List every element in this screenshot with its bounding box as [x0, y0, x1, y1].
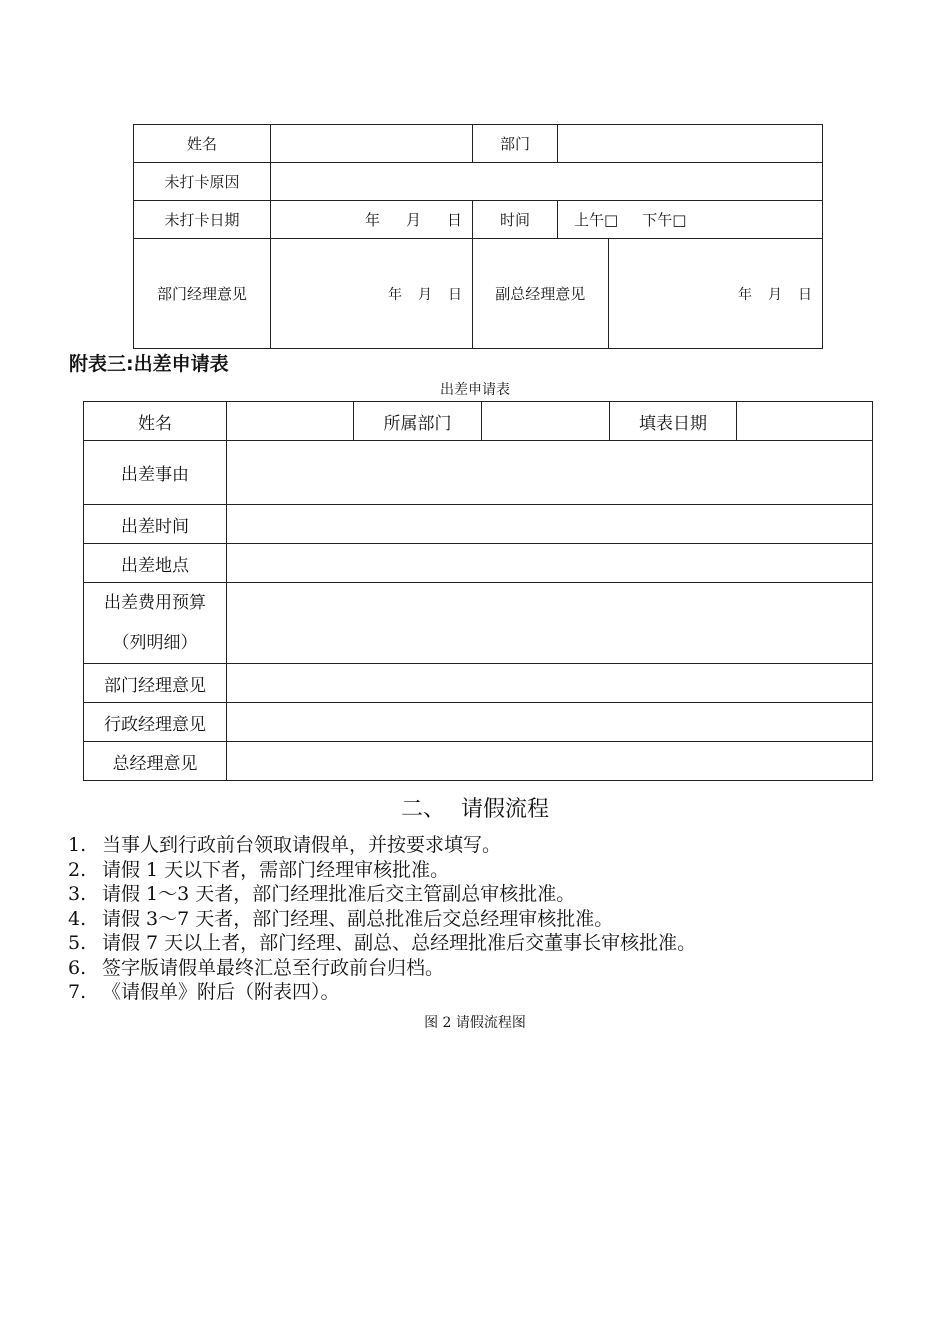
- leave-process-steps: [68, 833, 696, 1005]
- list-item: [68, 956, 696, 981]
- vp-field[interactable]: [608, 239, 822, 348]
- am-checkbox[interactable]: 上午□: [574, 211, 619, 229]
- step-text: 请假 1 天以下者，需部门经理审核批准。: [102, 858, 450, 881]
- trip-admin-manager-field[interactable]: [227, 703, 873, 742]
- step-text: 当事人到行政前台领取请假单，并按要求填写。: [102, 834, 502, 856]
- trip-name-label: 姓名: [84, 402, 227, 441]
- step-number: 6.: [68, 956, 87, 979]
- trip-reason-field[interactable]: [227, 441, 873, 505]
- trip-dept-manager-field[interactable]: [227, 664, 873, 703]
- section-title-text: 请假流程: [461, 797, 550, 822]
- reason-field[interactable]: [271, 163, 823, 201]
- trip-gm-field[interactable]: [227, 742, 873, 781]
- trip-name-field[interactable]: [227, 402, 354, 441]
- list-item: [68, 833, 696, 858]
- dept-label: 部门: [473, 125, 558, 163]
- list-item: [68, 980, 696, 1005]
- step-number: 4.: [68, 907, 87, 930]
- trip-dept-label: 所属部门: [354, 402, 482, 441]
- trip-budget-label-line2: （列明细）: [112, 633, 198, 653]
- dept-manager-label: 部门经理意见: [134, 239, 271, 349]
- step-number: 3.: [68, 883, 87, 905]
- step-text: 签字版请假单最终汇总至行政前台归档。: [102, 956, 445, 979]
- step-number: 1.: [68, 834, 87, 856]
- annex-title: 附表三:出差申请表: [69, 353, 229, 375]
- list-item: [68, 907, 696, 932]
- step-number: 2.: [68, 858, 87, 881]
- trip-dept-manager-label: 部门经理意见: [84, 664, 227, 703]
- trip-dept-field[interactable]: [482, 402, 610, 441]
- time-label: 时间: [473, 201, 558, 239]
- trip-place-field[interactable]: [227, 544, 873, 583]
- reason-label: 未打卡原因: [134, 163, 271, 201]
- date-month: 月: [405, 211, 421, 229]
- vp-month: 月: [768, 286, 782, 303]
- trip-place-label: 出差地点: [84, 544, 227, 583]
- dm-day: 日: [448, 286, 462, 303]
- business-trip-form: [83, 401, 873, 781]
- fill-date-label: 填表日期: [610, 402, 737, 441]
- dept-field[interactable]: [558, 125, 823, 163]
- list-item: [68, 858, 696, 883]
- trip-form-caption: 出差申请表: [440, 382, 510, 398]
- dm-year: 年: [388, 286, 402, 303]
- vp-day: 日: [798, 286, 812, 303]
- date-day: 日: [446, 211, 462, 229]
- trip-budget-label: [84, 583, 227, 664]
- vp-year: 年: [738, 286, 752, 303]
- step-text: 请假 1～3 天者，部门经理批准后交主管副总审核批准。: [102, 883, 576, 905]
- section-number: 二、: [400, 797, 445, 822]
- pm-checkbox[interactable]: 下午□: [642, 211, 687, 229]
- step-number: 7.: [68, 981, 87, 1003]
- trip-admin-manager-label: 行政经理意见: [84, 703, 227, 742]
- trip-budget-field[interactable]: [227, 583, 873, 664]
- trip-reason-label: 出差事由: [84, 441, 227, 505]
- vp-block: [473, 239, 823, 349]
- date-year: 年: [364, 211, 380, 229]
- step-text: 《请假单》附后（附表四）。: [102, 981, 340, 1003]
- vp-label: 副总经理意见: [495, 285, 586, 303]
- trip-gm-label: 总经理意见: [84, 742, 227, 781]
- time-options: [558, 201, 823, 239]
- fill-date-field[interactable]: [737, 402, 873, 441]
- section-title: [0, 792, 950, 823]
- trip-budget-label-line1: 出差费用预算: [104, 593, 206, 613]
- trip-time-label: 出差时间: [84, 505, 227, 544]
- date-field[interactable]: [271, 201, 473, 239]
- dept-manager-field[interactable]: [271, 239, 473, 349]
- step-text: 请假 3～7 天者，部门经理、副总批准后交总经理审核批准。: [102, 907, 614, 930]
- figure-caption: 图 2 请假流程图: [424, 1015, 526, 1031]
- trip-time-field[interactable]: [227, 505, 873, 544]
- date-label: 未打卡日期: [134, 201, 271, 239]
- missed-punch-form: [133, 124, 823, 349]
- step-number: 5.: [68, 932, 87, 954]
- list-item: [68, 931, 696, 956]
- dm-month: 月: [418, 286, 432, 303]
- step-text: 请假 7 天以上者，部门经理、副总、总经理批准后交董事长审核批准。: [102, 932, 697, 954]
- list-item: [68, 882, 696, 907]
- name-label: 姓名: [134, 125, 271, 163]
- name-field[interactable]: [271, 125, 473, 163]
